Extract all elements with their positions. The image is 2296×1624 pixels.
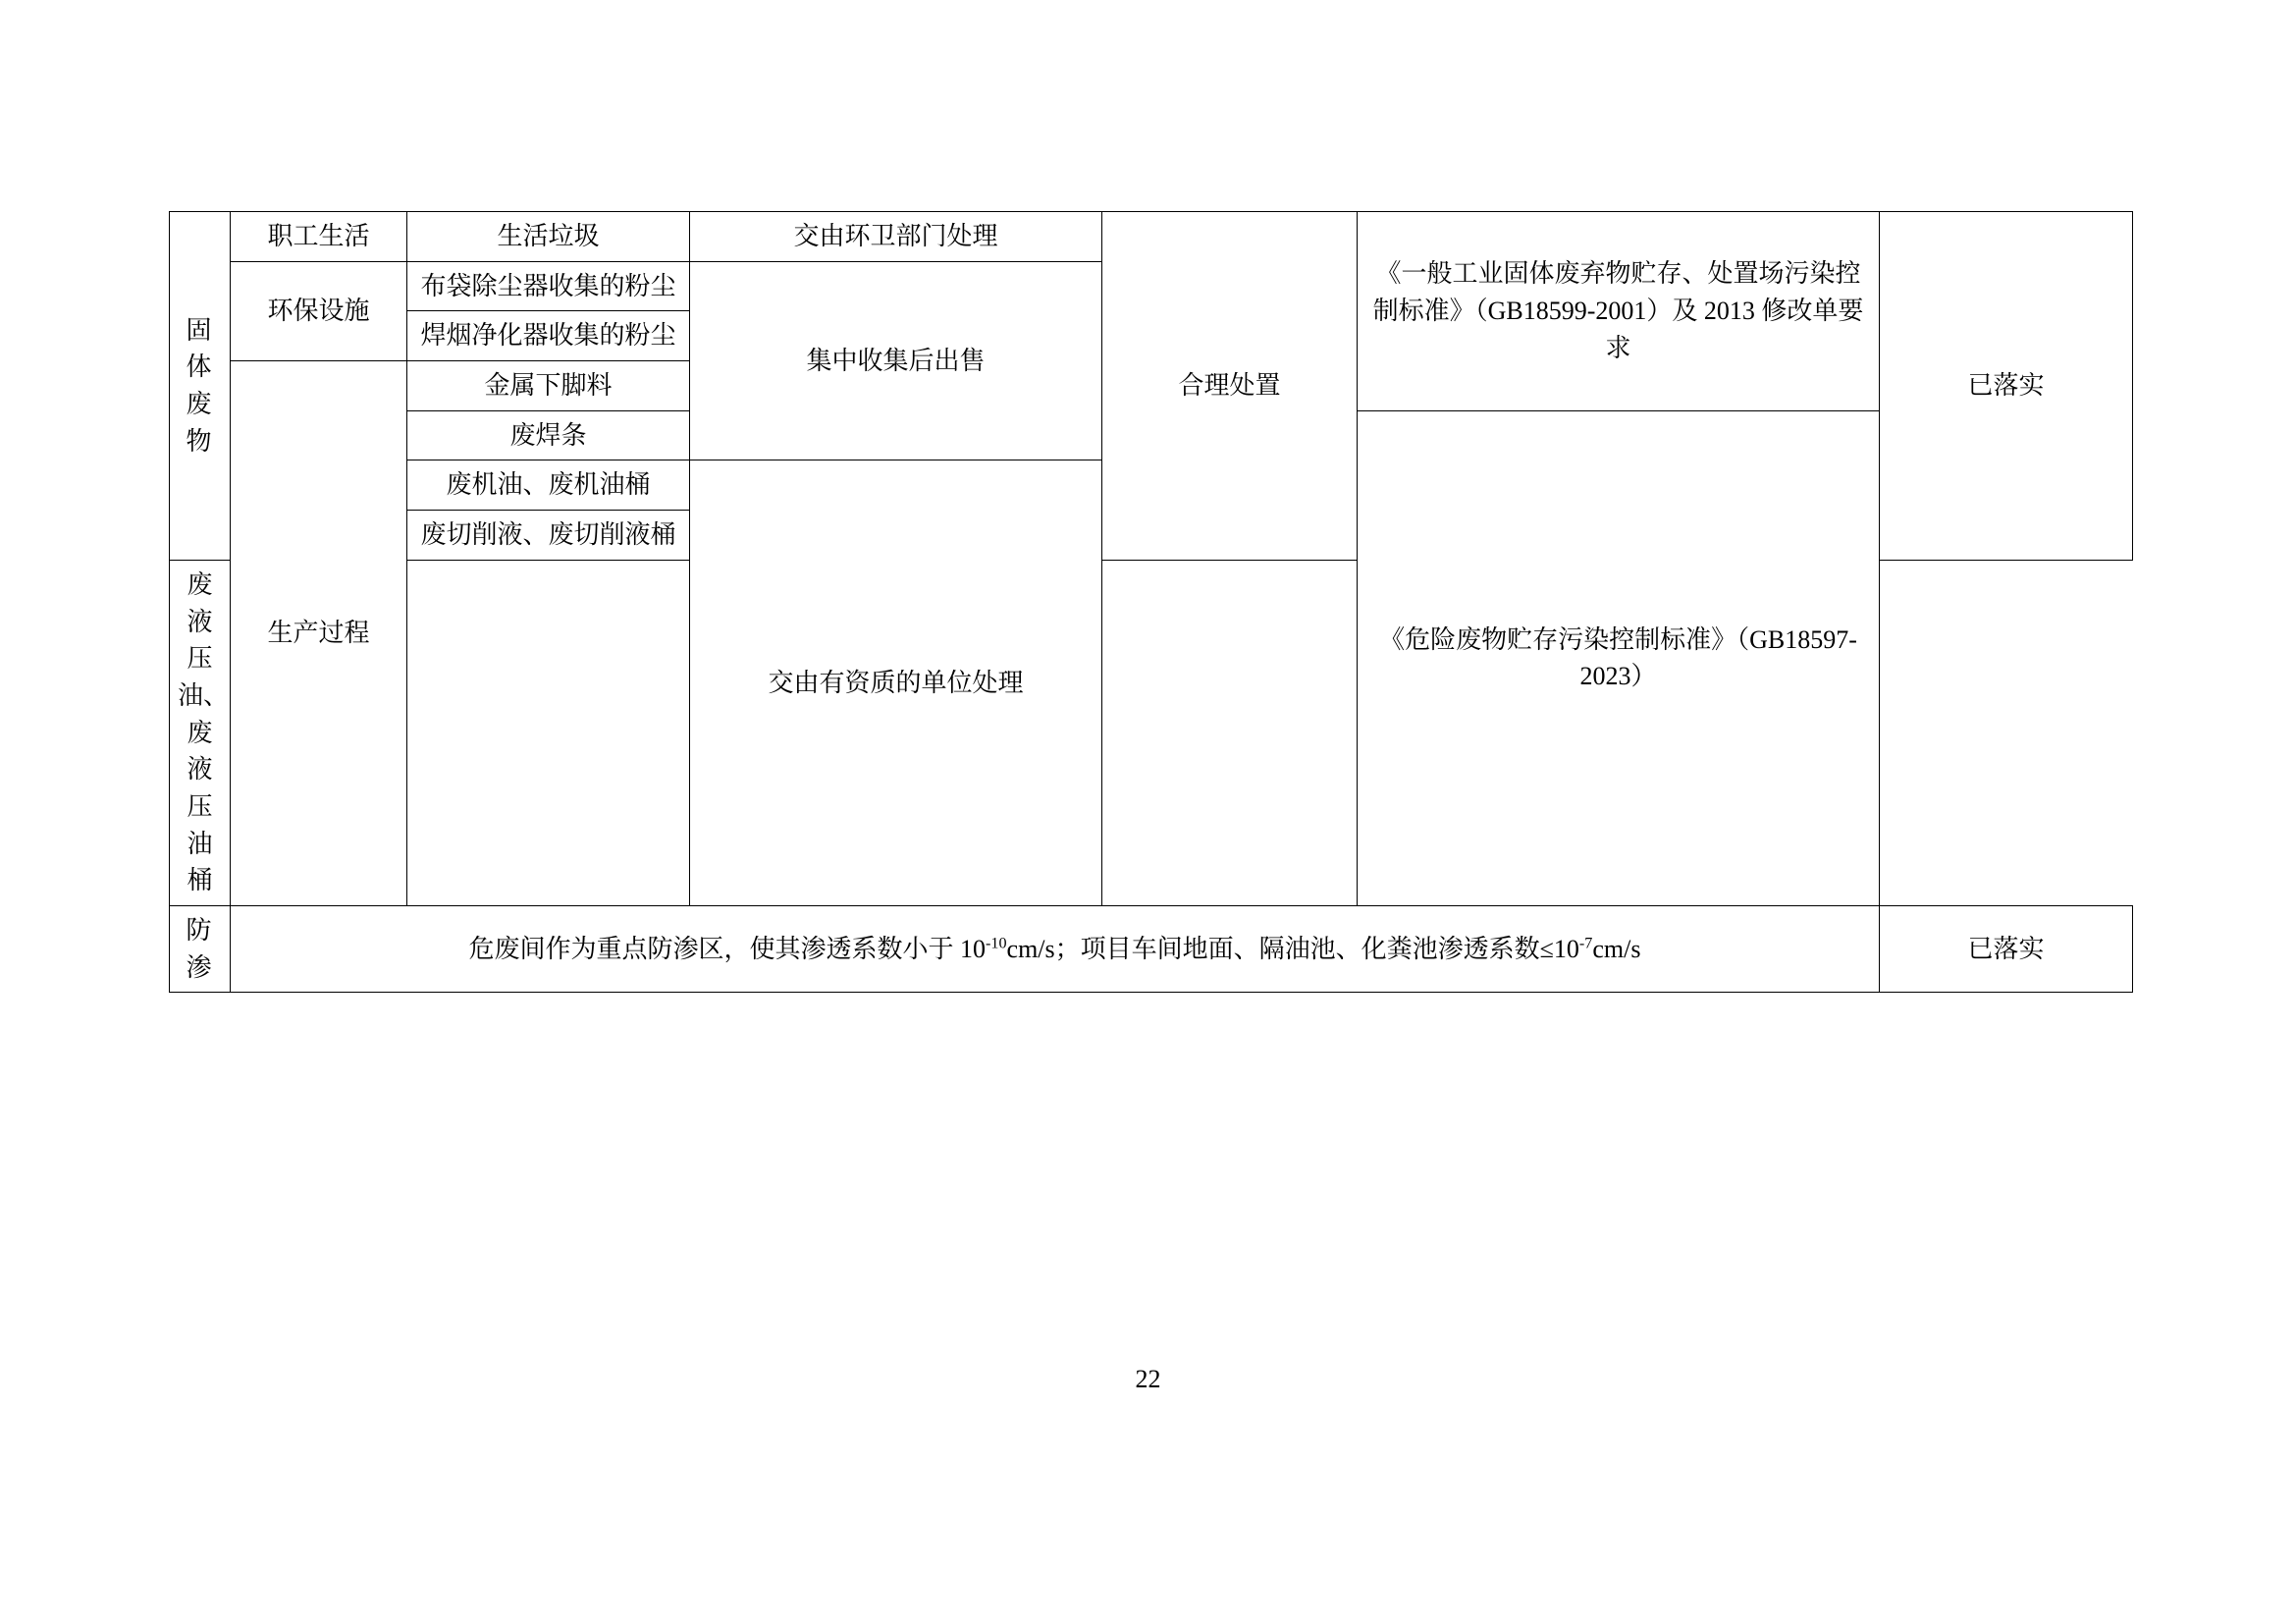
pollutant-bag-filter-dust: 布袋除尘器收集的粉尘 (407, 261, 690, 311)
source-staff-life: 职工生活 (231, 212, 407, 262)
standard-general-solid-waste: 《一般工业固体废弃物贮存、处置场污染控制标准》（GB18599-2001）及 2013 修改单要求 (1358, 212, 1880, 411)
anti-seepage-requirement (231, 906, 1880, 993)
table-row-anti-seepage (170, 906, 2133, 993)
standard-hazardous-waste: 《危险废物贮存污染控制标准》（GB18597-2023） (1358, 410, 1880, 905)
pollutant-metal-scrap: 金属下脚料 (407, 361, 690, 411)
source-production: 生产过程 (231, 361, 407, 906)
treatment-collect-and-sell: 集中收集后出售 (690, 261, 1102, 460)
status-solid-waste: 已落实 (1880, 212, 2133, 561)
category-anti-seepage: 防渗 (170, 906, 231, 993)
anti-seepage-text-3: cm/s (1592, 934, 1641, 963)
anti-seepage-sup-1: -10 (986, 935, 1007, 952)
pollutant-welding-fume-dust: 焊烟净化器收集的粉尘 (407, 311, 690, 361)
table-row (170, 212, 2133, 262)
anti-seepage-sup-2: -7 (1578, 935, 1593, 952)
source-env-facility: 环保设施 (231, 261, 407, 360)
pollutant-waste-hydraulic-oil: 废液压油、废液压油桶 (170, 560, 231, 905)
pollutant-domestic-waste: 生活垃圾 (407, 212, 690, 262)
pollutant-waste-cutting-fluid: 废切削液、废切削液桶 (407, 511, 690, 561)
category-solid-waste: 固体废物 (170, 212, 231, 561)
treatment-sanitation-dept: 交由环卫部门处理 (690, 212, 1102, 262)
anti-seepage-text-1: 危废间作为重点防渗区，使其渗透系数小于 10 (468, 934, 987, 963)
anti-seepage-text-2: cm/s；项目车间地面、隔油池、化粪池渗透系数≤10 (1006, 934, 1579, 963)
disposal-reasonable: 合理处置 (1102, 212, 1358, 561)
status-anti-seepage: 已落实 (1880, 906, 2133, 993)
page-number: 22 (1135, 1365, 1161, 1393)
pollutant-waste-engine-oil: 废机油、废机油桶 (407, 460, 690, 511)
pollutant-waste-electrode: 废焊条 (407, 410, 690, 460)
treatment-qualified-unit: 交由有资质的单位处理 (690, 460, 1102, 906)
pollution-control-table (169, 211, 2133, 993)
